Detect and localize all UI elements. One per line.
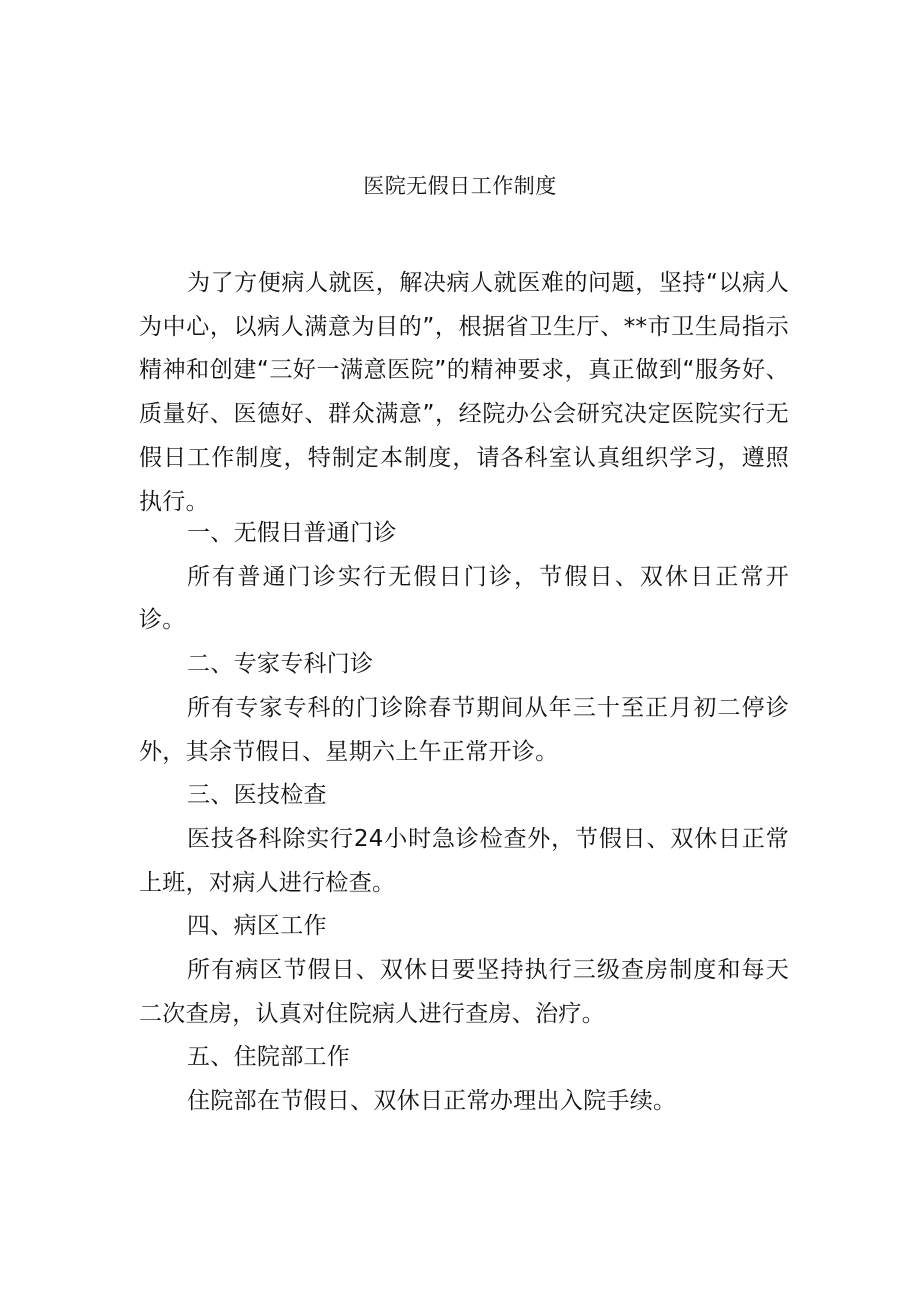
section-heading-4: 四、病区工作: [187, 913, 327, 940]
section-heading-3: 三、医技检查: [187, 782, 327, 809]
section-text-3: 医技各科除实行24小时急诊检查外，节假日、双休日正常上班，对病人进行检查。: [139, 825, 789, 896]
section-text-1: 所有普通门诊实行无假日门诊，节假日、双休日正常开诊。: [139, 563, 789, 634]
section-text-4: 所有病区节假日、双休日要坚持执行三级查房制度和每天二次查房，认真对住院病人进行查房、治疗。: [139, 957, 789, 1027]
section-text-5: 住院部在节假日、双休日正常办理出入院手续。: [187, 1088, 677, 1115]
intro-block: [139, 262, 789, 524]
section-text-2: 所有专家专科的门诊除春节期间从年三十至正月初二停诊外，其余节假日、星期六上午正常开诊。: [139, 694, 789, 765]
section-heading-1: 一、无假日普通门诊: [187, 520, 397, 546]
section-heading-2: 二、专家专科门诊: [187, 651, 374, 678]
sections-block: [139, 512, 789, 1124]
section-heading-5: 五、住院部工作: [187, 1044, 351, 1071]
intro-paragraph: 为了方便病人就医，解决病人就医难的问题，坚持“以病人为中心，以病人满意为目的”，根据省卫生厅、**市卫生局指示精神和创建“三好一满意医院”的精神要求，真正做到“服务好、质量好、医德好、群众满意”，经院办公会研究决定医院实行无假日工作制度，特制定本制度，请各科室认真组织学习，遵照执行。: [139, 270, 789, 515]
document-title: 医院无假日工作制度: [363, 174, 557, 198]
